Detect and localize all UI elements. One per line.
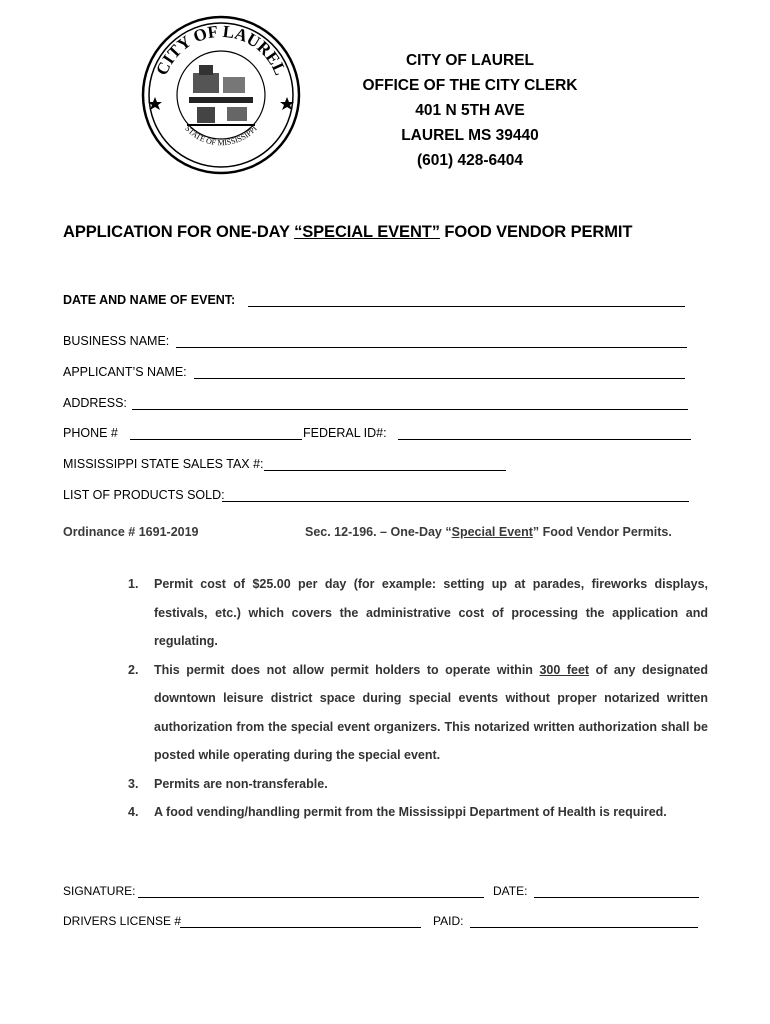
signature-label: SIGNATURE: xyxy=(63,884,136,898)
signature-line[interactable] xyxy=(138,897,484,898)
drivers-license-label: DRIVERS LICENSE # xyxy=(63,914,182,928)
sales-tax-line[interactable] xyxy=(264,470,506,471)
form-title: APPLICATION FOR ONE-DAY “SPECIAL EVENT” FOOD VENDOR PERMIT xyxy=(63,223,633,241)
list-item: 3. Permits are non-transferable. xyxy=(128,776,328,791)
header-office: OFFICE OF THE CITY CLERK xyxy=(362,77,578,94)
sales-tax-label: MISSISSIPPI STATE SALES TAX #: xyxy=(63,457,264,471)
date-event-line[interactable] xyxy=(248,306,685,307)
svg-text:STATE OF MISSISSIPPI: STATE OF MISSISSIPPI xyxy=(183,123,259,148)
svg-text:CITY OF LAUREL: CITY OF LAUREL xyxy=(152,21,290,79)
date-event-label: DATE AND NAME OF EVENT: xyxy=(63,293,236,307)
list-item: 1. Permit cost of $25.00 per day (for example: setting up at parades, fireworks displays, festivals, etc.) which covers the administrative cost of processing the application and regulating. xyxy=(128,577,708,648)
business-name-line[interactable] xyxy=(176,347,687,348)
header-city-state-zip: LAUREL MS 39440 xyxy=(401,127,539,144)
address-label: ADDRESS: xyxy=(63,396,127,410)
federal-id-line[interactable] xyxy=(398,439,691,440)
office-address-block xyxy=(340,48,600,173)
header-city: CITY OF LAUREL xyxy=(405,52,535,69)
phone-label: PHONE # xyxy=(63,426,118,440)
applicant-name-line[interactable] xyxy=(194,378,685,379)
date-label: DATE: xyxy=(493,884,528,898)
ordinance-number: Ordinance # 1691-2019 xyxy=(63,525,199,539)
list-item: 2. This permit does not allow permit holders to operate within 300 feet of any designated downtown leisure district space during special events without proper notarized written authorization from the special event organizers. This notarized written authorization shall be posted while operating during the special event. xyxy=(128,662,708,762)
paid-label: PAID: xyxy=(433,914,464,928)
permit-conditions-list xyxy=(128,570,708,827)
business-name-label: BUSINESS NAME: xyxy=(63,334,170,348)
applicant-name-label: APPLICANT’S NAME: xyxy=(63,365,187,379)
phone-line[interactable] xyxy=(130,439,302,440)
list-item: 4. A food vending/handling permit from the Mississippi Department of Health is required. xyxy=(128,805,667,819)
ordinance-section: Sec. 12-196. – One-Day “Special Event” Food Vendor Permits. xyxy=(305,525,672,539)
header-street: 401 N 5TH AVE xyxy=(415,102,525,119)
federal-id-label: FEDERAL ID#: xyxy=(303,426,387,440)
header-phone: (601) 428-6404 xyxy=(417,152,523,169)
drivers-license-line[interactable] xyxy=(180,927,421,928)
products-line[interactable] xyxy=(222,501,689,502)
paid-line[interactable] xyxy=(470,927,698,928)
date-line[interactable] xyxy=(534,897,699,898)
city-seal-logo xyxy=(141,15,301,175)
products-label: LIST OF PRODUCTS SOLD: xyxy=(63,488,225,502)
address-line[interactable] xyxy=(132,409,688,410)
